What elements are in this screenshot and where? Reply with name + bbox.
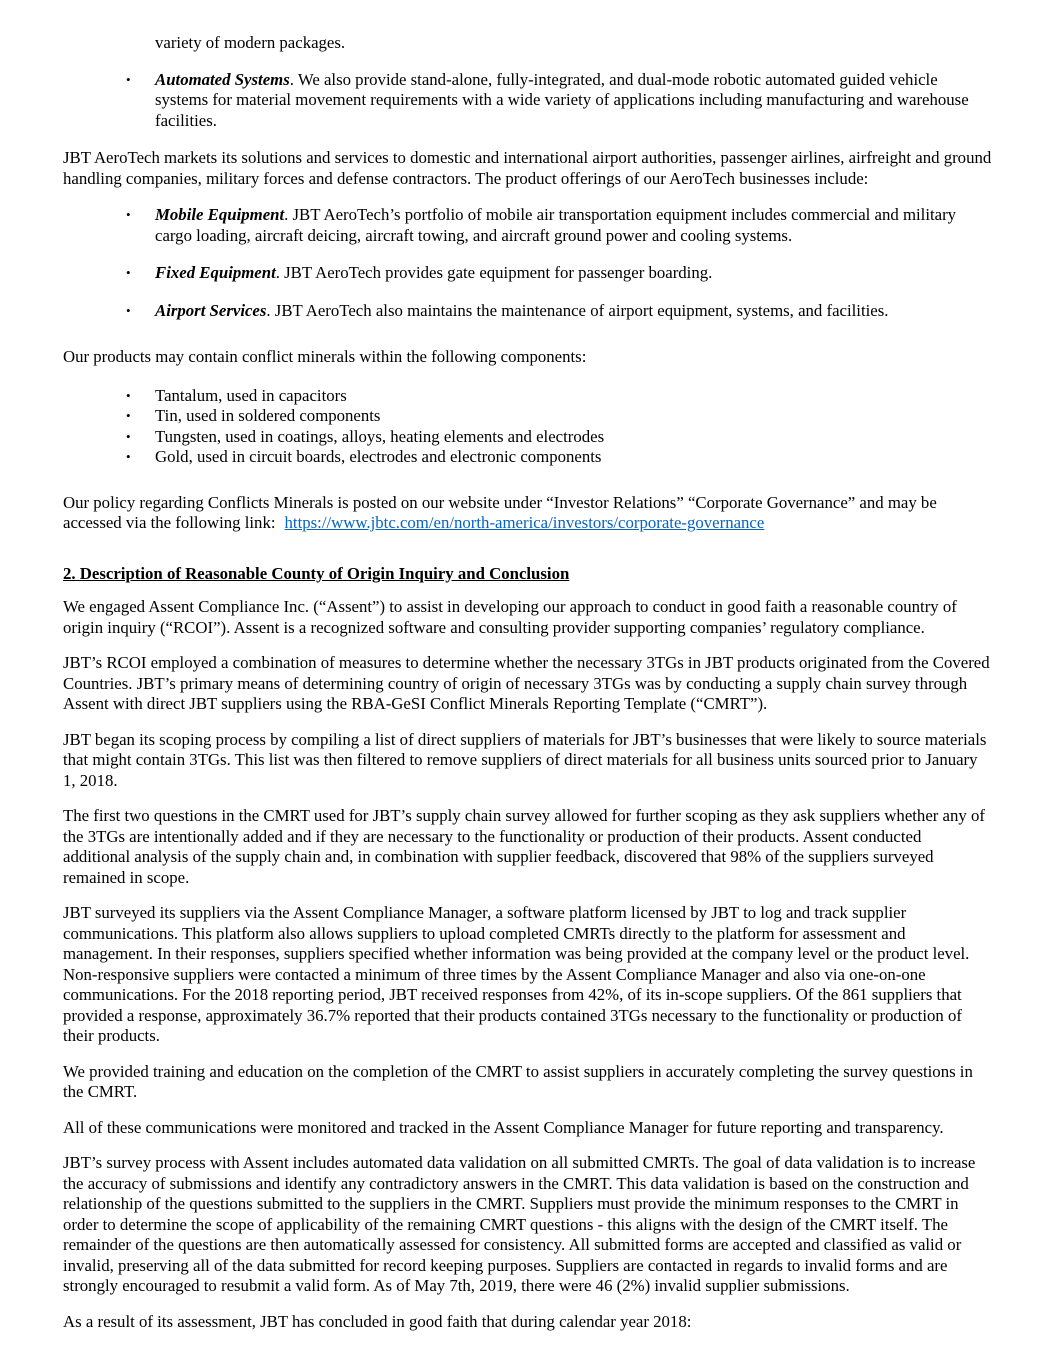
bullet-icon: •	[126, 207, 131, 222]
bullet-icon: •	[126, 71, 131, 87]
list-item-text: Tungsten, used in coatings, alloys, heating elements and electrodes	[155, 426, 605, 446]
list-item-text: . We also provide stand-alone, fully-integrated, and dual-mode robotic automated guided vehicle systems for material movement requirements with a wide variety of applications including manufacturing and warehouse facilities.	[155, 69, 969, 130]
list-item-automated-systems	[63, 70, 992, 132]
paragraph-assessment-conclusion: As a result of its assessment, JBT has concluded in good faith that during calendar year 2018:	[63, 1311, 692, 1331]
list-item-lead: Airport Services	[155, 300, 267, 320]
policy-text: Our policy regarding Conflicts Minerals is posted on our website under “Investor Relations” “Corporate Governance” and may be accessed via the following link:	[63, 492, 937, 532]
list-item-fixed-equipment	[63, 263, 992, 284]
section-heading: 2. Description of Reasonable County of Origin Inquiry and Conclusion	[63, 563, 570, 583]
paragraph-scoping-process: JBT began its scoping process by compiling a list of direct suppliers of materials for JBT’s businesses that were likely to source materials that might contain 3TGs. This list was then filtered to remove suppliers of direct materials for all business units sourced prior to January 1, 2018.	[63, 729, 987, 790]
paragraph-survey-responses: JBT surveyed its suppliers via the Assent Compliance Manager, a software platform licensed by JBT to log and track supplier communications. This platform also allows suppliers to upload completed CMRTs directly to the platform for assessment and management. In their responses, suppliers specified whether information was being provided at the company level or the product level. Non-responsive suppliers were contacted a minimum of three times by the Assent Compliance Manager and also via one-on-one communications. For the 2018 reporting period, JBT received responses from 42%, of its in-scope suppliers. Of the 861 suppliers that provided a response, approximately 36.7% reported that their products contained 3TGs necessary to the functionality or production of their products.	[63, 903, 970, 1045]
list-item-airport-services	[63, 301, 992, 322]
paragraph-data-validation: JBT’s survey process with Assent includes automated data validation on all submitted CMRTs. The goal of data validation is to increase the accuracy of submissions and identify any contradictory answers in the CMRT. This data validation is based on the construction and relationship of the questions submitted to the suppliers in the CMRT. Suppliers must provide the minimum responses to the CMRT in order to determine the scope of applicability of the remaining CMRT questions - this aligns with the design of the CMRT itself. The remainder of the questions are then automatically assessed for consistency. All submitted forms are accepted and classified as valid or invalid, preserving all of the data submitted for record keeping purposes. Suppliers are contacted in regards to invalid forms and are strongly encouraged to resubmit a valid form. As of May 7th, 2019, there were 46 (2%) invalid supplier submissions.	[63, 1153, 976, 1295]
list-item-text: Tin, used in soldered components	[155, 406, 381, 425]
paragraph-continuation: variety of modern packages.	[155, 33, 346, 52]
list-item-tin	[63, 406, 992, 427]
bullet-icon: •	[126, 302, 131, 318]
paragraph-rcoi-measures: JBT’s RCOI employed a combination of measures to determine whether the necessary 3TGs in JBT products originated from the Covered Countries. JBT’s primary means of determining country of origin of necessary 3TGs was by conducting a supply chain survey through Assent with direct JBT suppliers using the RBA-GeSI Conflict Minerals Reporting Template (“CMRT”).	[63, 653, 990, 713]
minerals-list	[63, 386, 992, 468]
list-item-lead: Fixed Equipment	[155, 263, 276, 282]
paragraph-cmrt-questions: The first two questions in the CMRT used for JBT’s supply chain survey allowed for further scoping as they ask suppliers whether any of the 3TGs are intentionally added and if they are necessary to the functionality or production of their products. Assent conducted additional analysis of the supply chain and, in combination with supplier feedback, discovered that 98% of the suppliers surveyed remained in scope.	[63, 806, 985, 887]
paragraph-monitoring: All of these communications were monitored and tracked in the Assent Compliance Manager for future reporting and transparency.	[63, 1117, 944, 1137]
list-item-text: . JBT AeroTech’s portfolio of mobile air transportation equipment includes commercial and military cargo loading, aircraft deicing, aircraft towing, and aircraft ground power and cooling systems.	[155, 205, 957, 245]
list-item-lead: Automated Systems	[155, 69, 290, 89]
list-item-mobile-equipment	[63, 205, 992, 246]
paragraph-components-intro: Our products may contain conflict minerals within the following components:	[63, 347, 587, 366]
bullet-icon: •	[126, 408, 131, 423]
paragraph-aerotech-intro: JBT AeroTech markets its solutions and services to domestic and international airport authorities, passenger airlines, airfreight and ground handling companies, military forces and defense contractors. The product offerings of our AeroTech businesses include:	[63, 148, 992, 188]
list-item-text: Tantalum, used in capacitors	[155, 385, 347, 405]
list-item-text: . JBT AeroTech provides gate equipment for passenger boarding.	[275, 263, 713, 282]
paragraph-policy	[63, 493, 992, 534]
list-item-tantalum	[63, 386, 992, 407]
bullet-icon: •	[126, 428, 131, 444]
bullet-icon: •	[126, 265, 131, 280]
paragraph-training: We provided training and education on the completion of the CMRT to assist suppliers in accurately completing the survey questions in the CMRT.	[63, 1061, 973, 1101]
list-item-text: . JBT AeroTech also maintains the maintenance of airport equipment, systems, and facilities.	[266, 300, 889, 320]
list-item-gold	[63, 447, 992, 468]
list-item-text: Gold, used in circuit boards, electrodes and electronic components	[155, 447, 602, 466]
bullet-icon: •	[126, 449, 131, 464]
paragraph-assent-engagement: We engaged Assent Compliance Inc. (“Assent”) to assist in developing our approach to conduct in good faith a reasonable country of origin inquiry (“RCOI”). Assent is a recognized software and consulting provider supporting companies’ regulatory compliance.	[63, 597, 957, 637]
corporate-governance-link[interactable]: https://www.jbtc.com/en/north-america/investors/corporate-governance	[284, 513, 765, 532]
list-item-tungsten	[63, 427, 992, 448]
bullet-icon: •	[126, 387, 131, 403]
list-item-lead: Mobile Equipment	[155, 205, 285, 224]
